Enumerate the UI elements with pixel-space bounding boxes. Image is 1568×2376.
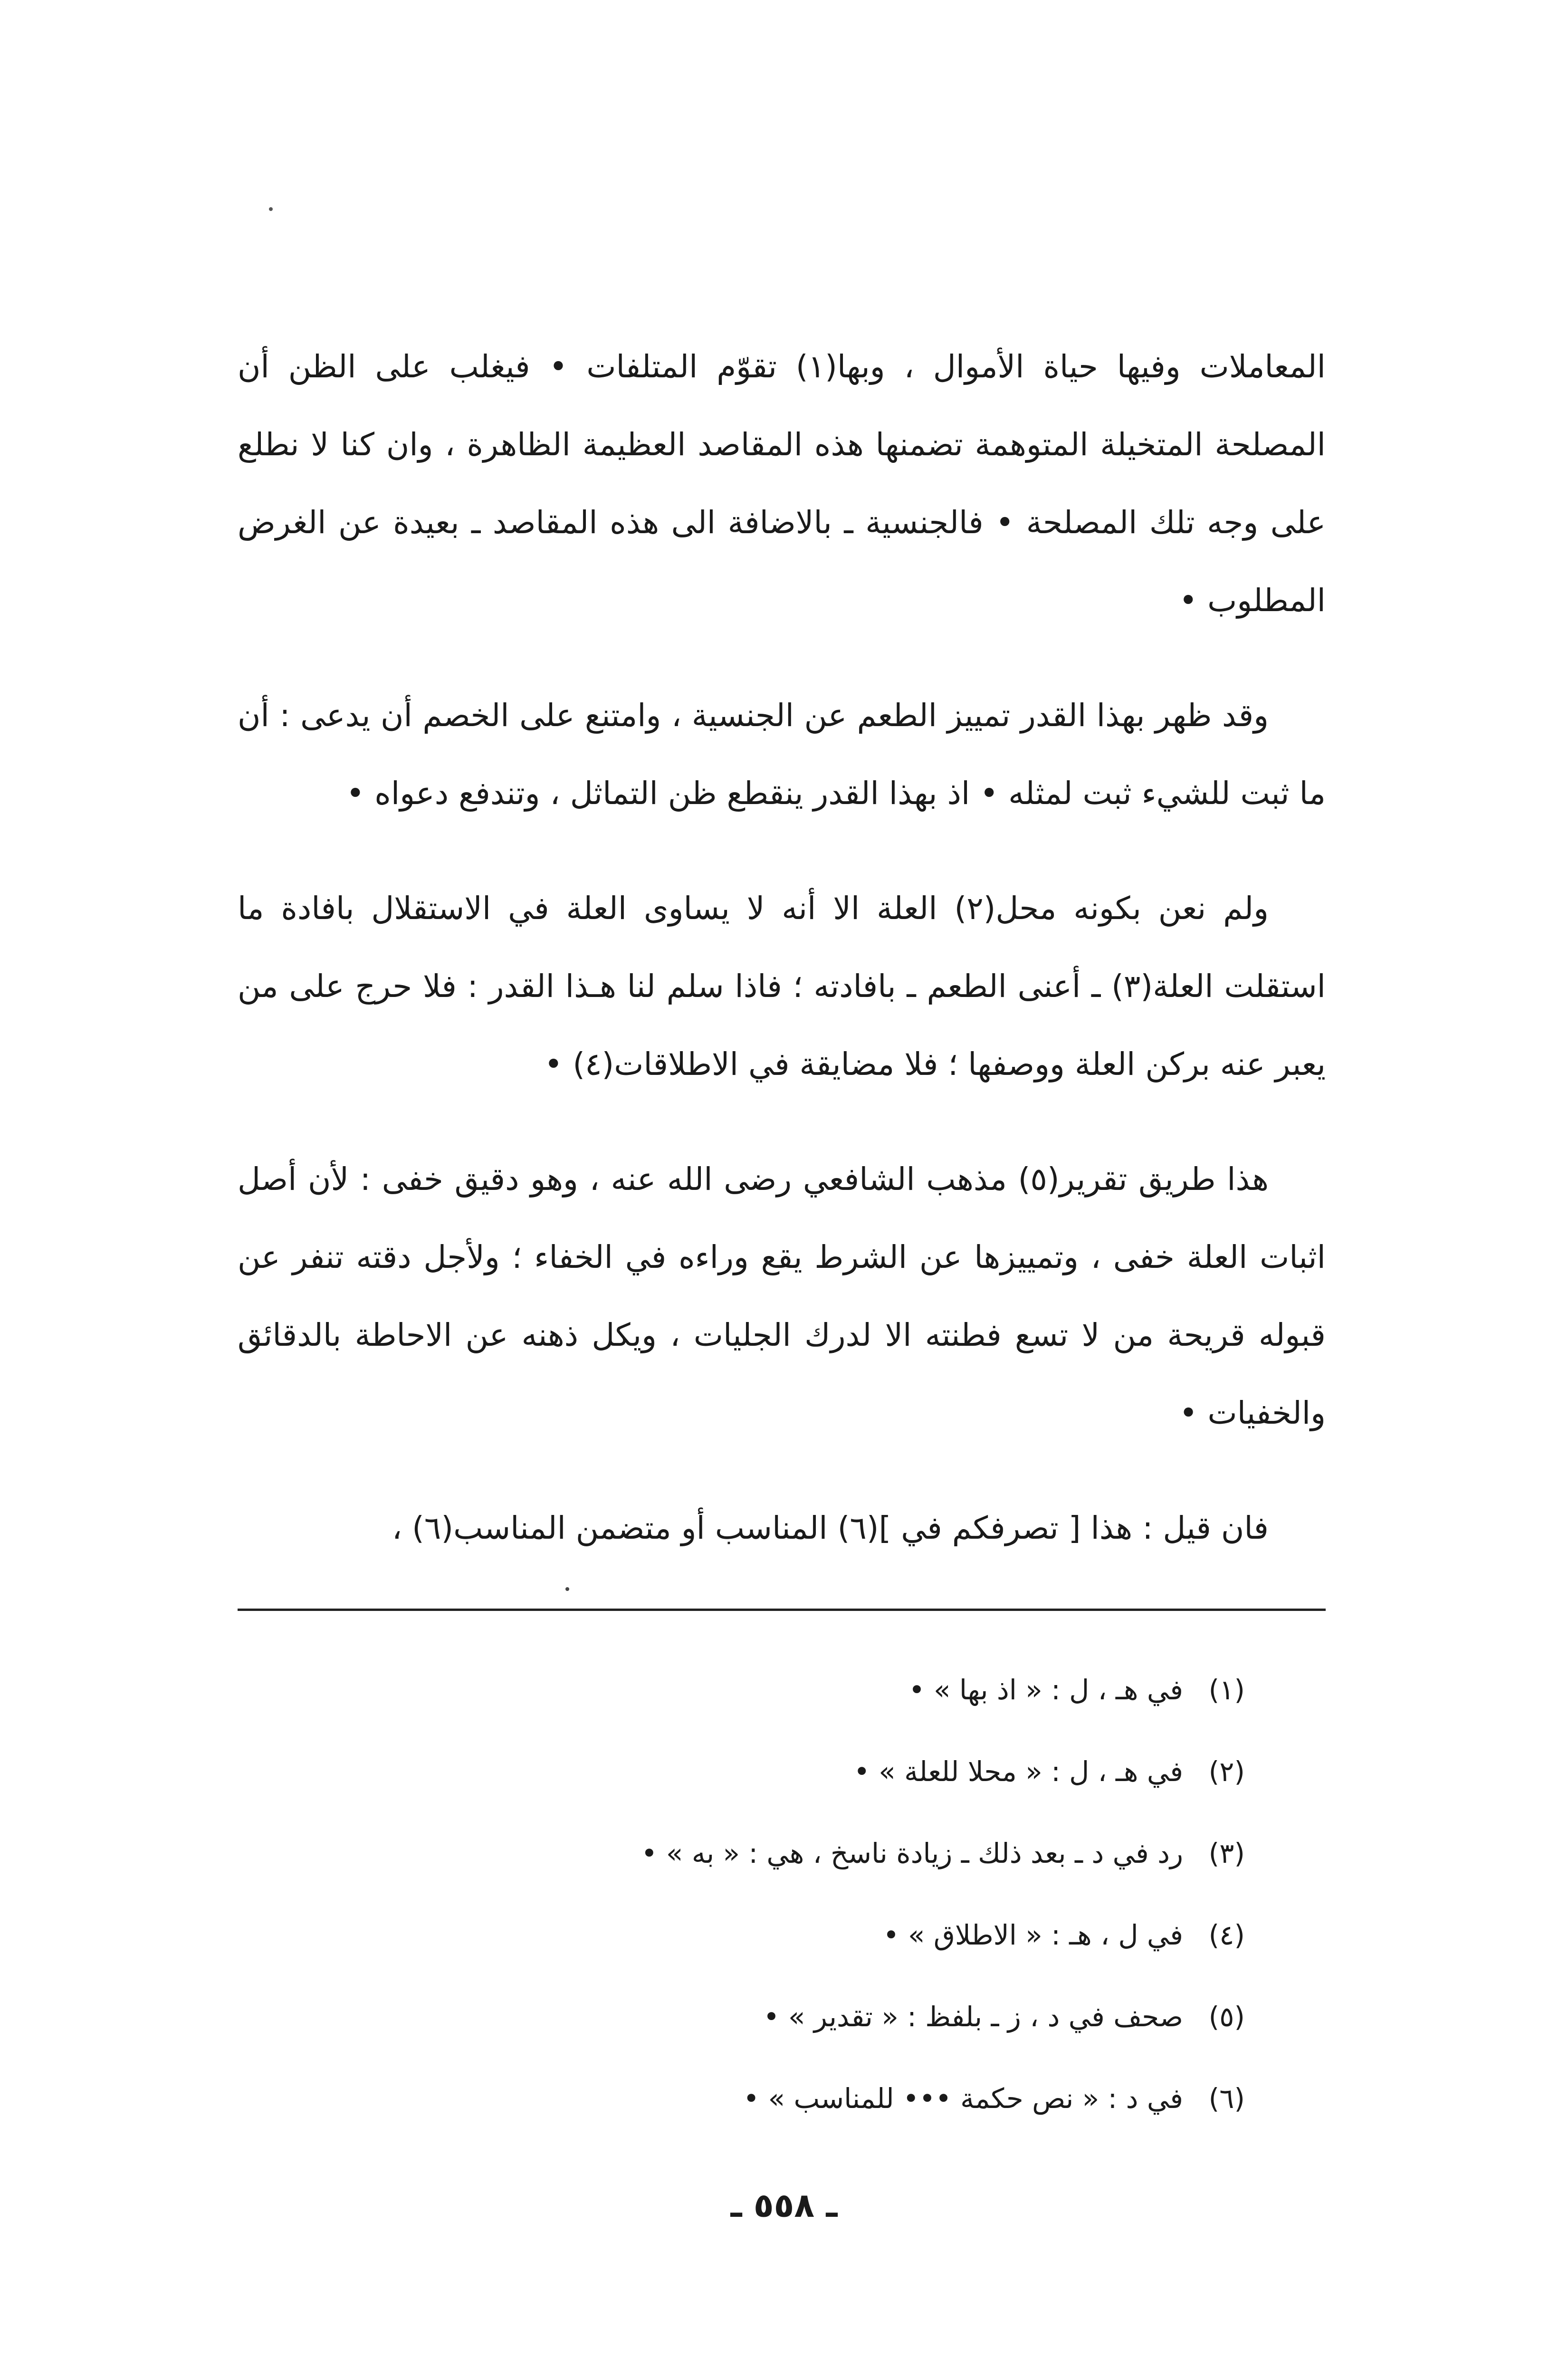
scan-speck	[269, 207, 273, 211]
paragraph-2-text: وقد ظهر بهذا القدر تمييز الطعم عن الجنسية ، وامتنع على الخصم أن يدعى : أن ما ثبت للشيء ثبت لمثله • اذ بهذا القدر ينقطع ظن التماثل ، وتندفع دعواه •	[238, 697, 1326, 812]
footnote-text: صحف في د ، ز ـ بلفظ : « تقدير » •	[763, 2001, 1183, 2033]
footnote-number: (٢)	[1208, 1755, 1245, 1788]
paragraph-3	[238, 870, 1326, 1103]
paragraph-4	[238, 1140, 1326, 1452]
main-text	[238, 328, 1326, 1604]
footnote-number: (٦)	[1208, 2082, 1245, 2115]
footnotes	[238, 1649, 1245, 2139]
footnote-text: في د : « نص حكمة ••• للمناسب » •	[743, 2082, 1183, 2115]
footnote-6	[238, 2058, 1245, 2139]
paragraph-4-text: هذا طريق تقرير(٥) مذهب الشافعي رضى الله عنه ، وهو دقيق خفى : لأن أصل اثبات العلة خفى ، وتمييزها عن الشرط يقع وراءه في الخفاء ؛ ولأجل دقته تنفر عن قبوله قريحة من لا تسع فطنته الا لدرك الجليات ، ويكل ذهنه عن الاحاطة بالدقائق والخفيات •	[238, 1161, 1326, 1431]
footnote-separator	[238, 1609, 1326, 1611]
paragraph-5	[238, 1489, 1326, 1567]
footnote-number: (٣)	[1208, 1837, 1245, 1869]
footnote-1	[238, 1649, 1245, 1731]
footnote-4	[238, 1894, 1245, 1976]
footnote-text: في هـ ، ل : « محلا للعلة » •	[853, 1755, 1183, 1788]
footnote-5	[238, 1976, 1245, 2058]
footnote-number: (٤)	[1208, 1919, 1245, 1951]
paragraph-5-text: فان قيل : هذا [ تصرفكم في ](٦) المناسب أو متضمن المناسب(٦) ،	[392, 1510, 1269, 1546]
paragraph-1: المعاملات وفيها حياة الأموال ، وبها(١) تقوّم المتلفات • فيغلب على الظن أن المصلحة المتخيلة المتوهمة تضمنها هذه المقاصد العظيمة الظاهرة ، وان كنا لا نطلع على وجه تلك المصلحة • فالجنسية ـ بالاضافة الى هذه المقاصد ـ بعيدة عن الغرض المطلوب •	[238, 348, 1326, 619]
footnote-2	[238, 1731, 1245, 1812]
footnote-text: رد في د ـ بعد ذلك ـ زيادة ناسخ ، هي : « به » •	[641, 1837, 1183, 1869]
footnote-3	[238, 1812, 1245, 1894]
footnote-number: (١)	[1208, 1674, 1245, 1706]
footnote-text: في هـ ، ل : « اذ بها » •	[908, 1674, 1183, 1706]
rule-speck	[565, 1587, 569, 1591]
footnote-number: (٥)	[1208, 2001, 1245, 2033]
paragraph-2	[238, 677, 1326, 833]
footnote-text: في ل ، هـ : « الاطلاق » •	[883, 1919, 1183, 1951]
paragraph-3-text: ولم نعن بكونه محل(٢) العلة الا أنه لا يساوى العلة في الاستقلال بافادة ما استقلت العلة(٣) ـ أعنى الطعم ـ بافادته ؛ فاذا سلم لنا هـذا القدر : فلا حرج على من يعبر عنه بركن العلة ووصفها ؛ فلا مضايقة في الاطلاقات(٤) •	[238, 890, 1326, 1083]
page-number: ـ ٥٥٨ ـ	[730, 2186, 838, 2225]
